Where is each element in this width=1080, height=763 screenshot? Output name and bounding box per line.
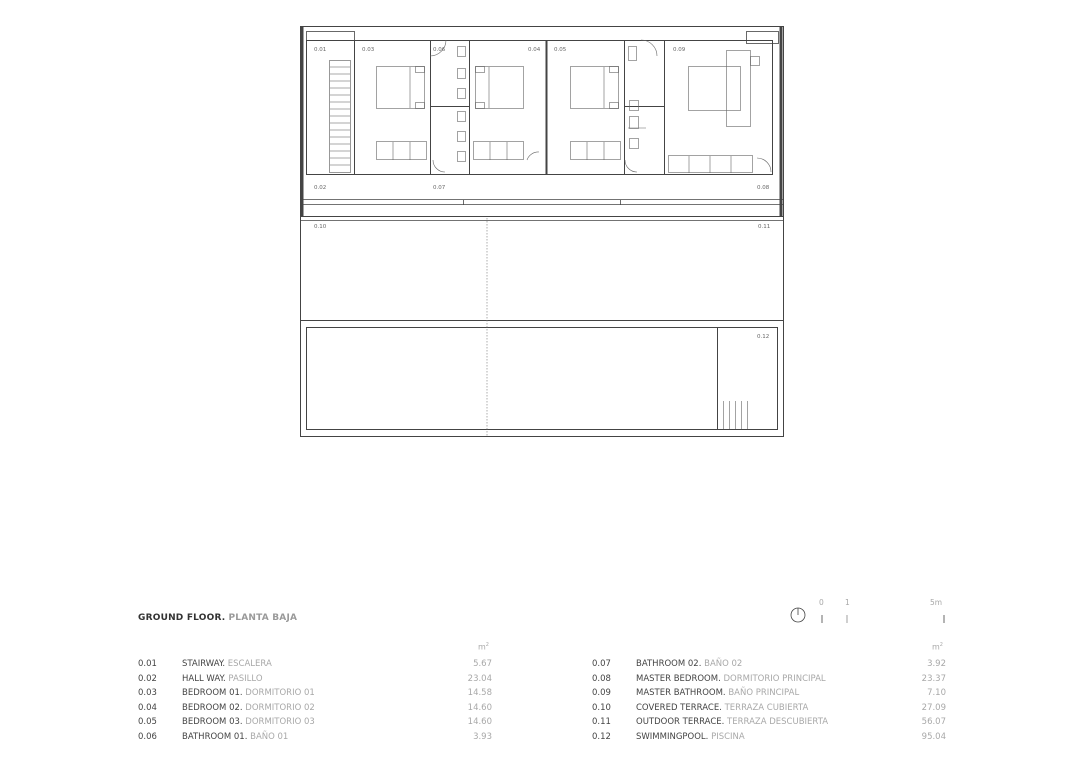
pool-steps: [724, 401, 748, 429]
legend-row: 0.12 SWIMMINGPOOL. PISCINA 95.04: [592, 731, 946, 742]
tag-covered-terrace: 0.10: [314, 224, 327, 230]
bathroom-fixtures: [458, 47, 647, 162]
stairway: [330, 61, 351, 173]
legend-row: 0.10 COVERED TERRACE. TERRAZA CUBIERTA 27.09: [592, 702, 946, 713]
scale-label-5m: 5m: [930, 598, 943, 607]
unit-right: $m^2$: [932, 642, 943, 652]
legend-row: 0.06 BATHROOM 01. BAÑO 01 3.93: [138, 731, 492, 742]
scale-label-0: 0: [819, 598, 824, 607]
scale-ticks: [786, 596, 948, 628]
bed-02: [476, 67, 524, 109]
legend-row: 0.02 HALL WAY. PASILLO 23.04: [138, 673, 492, 684]
house-outline: [301, 27, 784, 437]
tag-hallway: 0.02: [314, 185, 327, 191]
scale-label-1: 1: [845, 598, 850, 607]
tag-bedroom-03: 0.05: [554, 47, 567, 53]
tag-outdoor-terrace: 0.11: [758, 224, 771, 230]
swimming-pool: [307, 328, 778, 430]
wardrobes: [377, 142, 753, 174]
bed-01: [377, 67, 425, 109]
title-spanish: PLANTA BAJA: [228, 613, 298, 623]
legend-row: 0.03 BEDROOM 01. DORMITORIO 01 14.58: [138, 688, 492, 698]
legend-right: [592, 657, 946, 744]
doors: [430, 40, 771, 172]
scale-bar: [786, 596, 948, 628]
legend-left: [138, 657, 492, 744]
legend-row: 0.11 OUTDOOR TERRACE. TERRAZA DESCUBIERTA 56.07: [592, 717, 946, 727]
tag-bedroom-02: 0.04: [528, 47, 541, 53]
legend-row: 0.07 BATHROOM 02. BAÑO 02 3.92: [592, 659, 946, 669]
drawing-title: [138, 613, 297, 623]
unit-left: $m^2$: [478, 642, 489, 652]
legend-row: 0.05 BEDROOM 03. DORMITORIO 03 14.60: [138, 717, 492, 727]
legend-row: 0.04 BEDROOM 02. DORMITORIO 02 14.60: [138, 702, 492, 713]
tag-master-bedroom: 0.08: [757, 185, 770, 191]
tag-bedroom-01: 0.03: [362, 47, 375, 53]
bed-03: [571, 67, 619, 109]
legend-row: 0.01 STAIRWAY. ESCALERA 5.67: [138, 659, 492, 669]
tag-swimming-pool: 0.12: [757, 334, 770, 340]
tag-bathroom-01: 0.06: [433, 47, 446, 53]
tag-stairway: 0.01: [314, 47, 327, 53]
legend-row: 0.09 MASTER BATHROOM. BAÑO PRINCIPAL 7.10: [592, 688, 946, 698]
master-bed: [689, 67, 741, 111]
tag-master-bathroom: 0.09: [673, 47, 686, 53]
title-english: GROUND FLOOR.: [138, 613, 226, 623]
tag-bathroom-02: 0.07: [433, 185, 446, 191]
legend-row: 0.08 MASTER BEDROOM. DORMITORIO PRINCIPAL 23.37: [592, 673, 946, 684]
